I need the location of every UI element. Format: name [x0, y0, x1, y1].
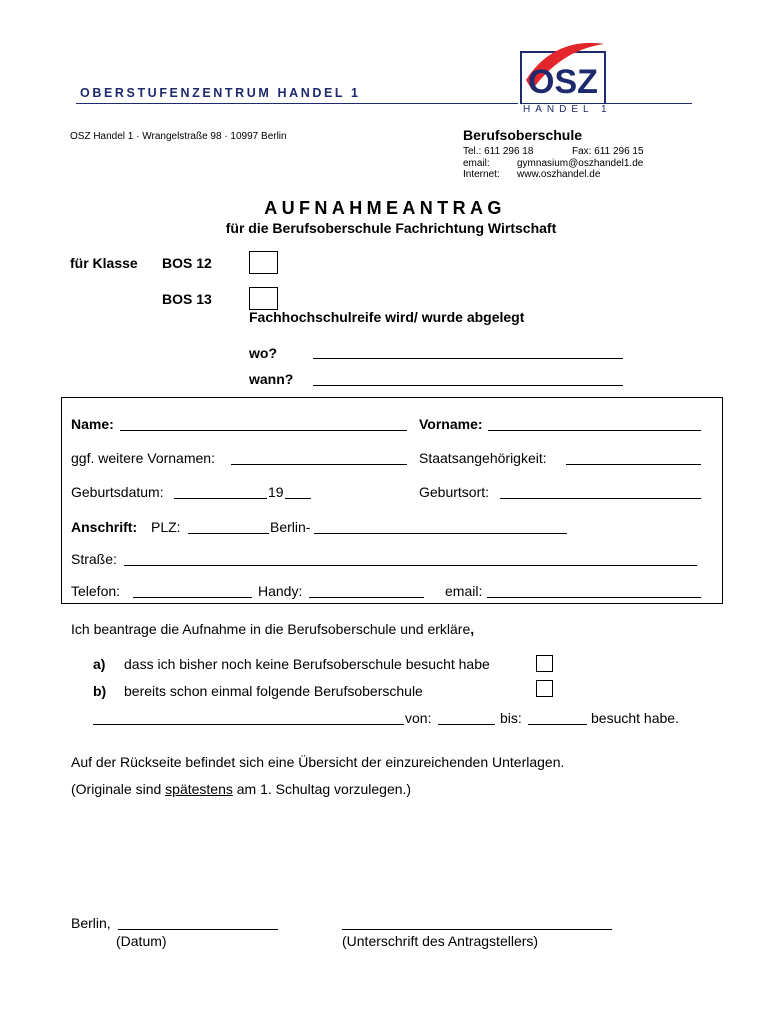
where-field[interactable] — [313, 358, 623, 359]
nationality-label: Staatsangehörigkeit: — [419, 450, 547, 466]
birthdate-label: Geburtsdatum: — [71, 484, 164, 500]
option-b-text: bereits schon einmal folgende Berufsoberschule — [124, 683, 423, 699]
email-field-label: email: — [445, 583, 483, 599]
street-field[interactable] — [124, 565, 697, 566]
birthplace-field[interactable] — [500, 498, 701, 499]
option-a-text: dass ich bisher noch keine Berufsoberschule besucht habe — [124, 656, 490, 672]
personal-data-frame — [61, 397, 723, 604]
mobile-field[interactable] — [309, 597, 424, 598]
originals-note — [71, 781, 411, 797]
phone-field[interactable] — [133, 597, 252, 598]
school-address: OSZ Handel 1 · Wrangelstraße 98 · 10997 Berlin — [70, 131, 287, 142]
form-title: AUFNAHMEANTRAG — [264, 198, 506, 218]
date-field[interactable] — [118, 929, 278, 930]
email-label: email: — [463, 157, 490, 169]
birthyear-field[interactable] — [285, 498, 311, 499]
more-names-label: ggf. weitere Vornamen: — [71, 450, 215, 466]
option-b-marker: b) — [93, 683, 107, 699]
documents-note: Auf der Rückseite befindet sich eine Übersicht der einzureichenden Unterlagen. — [71, 754, 565, 770]
form-subtitle: für die Berufsoberschule Fachrichtung Wirtschaft — [225, 220, 557, 236]
internet-label: Internet: — [463, 169, 500, 180]
phone-label: Telefon: — [71, 583, 121, 599]
district-field[interactable] — [314, 533, 567, 534]
to-field[interactable] — [528, 724, 587, 725]
bos12-checkbox[interactable] — [249, 251, 278, 274]
when-label: wann? — [249, 371, 294, 387]
school-type: Berufsoberschule — [463, 127, 583, 143]
signature-place: Berlin, — [71, 915, 111, 931]
from-field[interactable] — [438, 724, 495, 725]
logo-subtitle: HANDEL 1 — [523, 104, 612, 115]
signature-field[interactable] — [342, 929, 612, 930]
more-names-field[interactable] — [231, 464, 407, 465]
osz-logo — [518, 38, 608, 104]
originals-note-pre: (Originale sind — [71, 781, 166, 797]
previous-school-field[interactable] — [93, 724, 404, 725]
nationality-field[interactable] — [566, 464, 701, 465]
address-label: Anschrift: — [71, 519, 138, 535]
firstname-field[interactable] — [488, 430, 701, 431]
phone-number: Tel.: 611 296 18 — [463, 146, 534, 157]
bos13-label: BOS 13 — [162, 291, 212, 307]
when-field[interactable] — [313, 385, 623, 386]
name-field[interactable] — [120, 430, 407, 431]
birthdate-field[interactable] — [174, 498, 267, 499]
declaration-intro — [71, 621, 474, 637]
street-label: Straße: — [71, 551, 117, 567]
class-label: für Klasse — [70, 255, 138, 271]
birthdate-century: 19 — [268, 484, 284, 500]
bos12-label: BOS 12 — [162, 255, 212, 271]
institution-name: OBERSTUFENZENTRUM HANDEL 1 — [80, 86, 361, 100]
option-a-checkbox[interactable] — [536, 655, 553, 672]
email-address: gymnasium@oszhandel1.de — [517, 157, 644, 169]
declaration-intro-comma: , — [470, 621, 475, 637]
zip-label: PLZ: — [151, 519, 181, 535]
signature-caption: (Unterschrift des Antragstellers) — [342, 933, 539, 949]
bos13-checkbox[interactable] — [249, 287, 278, 310]
option-a-marker: a) — [93, 656, 106, 672]
from-label: von: — [405, 710, 432, 726]
mobile-label: Handy: — [258, 583, 303, 599]
header-rule-right — [603, 103, 692, 104]
email-field[interactable] — [487, 597, 701, 598]
originals-note-post: am 1. Schultag vorzulegen.) — [232, 781, 412, 797]
header-rule-left — [76, 103, 518, 104]
where-label: wo? — [249, 345, 277, 361]
contact-block — [463, 146, 644, 181]
logo-text: OSZ — [528, 63, 598, 101]
city-label: Berlin- — [270, 519, 311, 535]
declaration-intro-text: Ich beantrage die Aufnahme in die Berufsoberschule und erkläre — [71, 621, 471, 637]
option-b-checkbox[interactable] — [536, 680, 553, 697]
name-label: Name: — [71, 416, 114, 432]
website: www.oszhandel.de — [517, 169, 601, 180]
date-caption: (Datum) — [116, 933, 167, 949]
qualification-note: Fachhochschulreife wird/ wurde abgelegt — [249, 309, 525, 325]
to-label: bis: — [500, 710, 522, 726]
attended-text: besucht habe. — [591, 710, 679, 726]
fax-number: Fax: 611 296 15 — [572, 146, 644, 157]
firstname-label: Vorname: — [419, 416, 483, 432]
originals-note-emphasis: spätestens — [165, 781, 233, 797]
birthplace-label: Geburtsort: — [419, 484, 490, 500]
zip-field[interactable] — [188, 533, 269, 534]
